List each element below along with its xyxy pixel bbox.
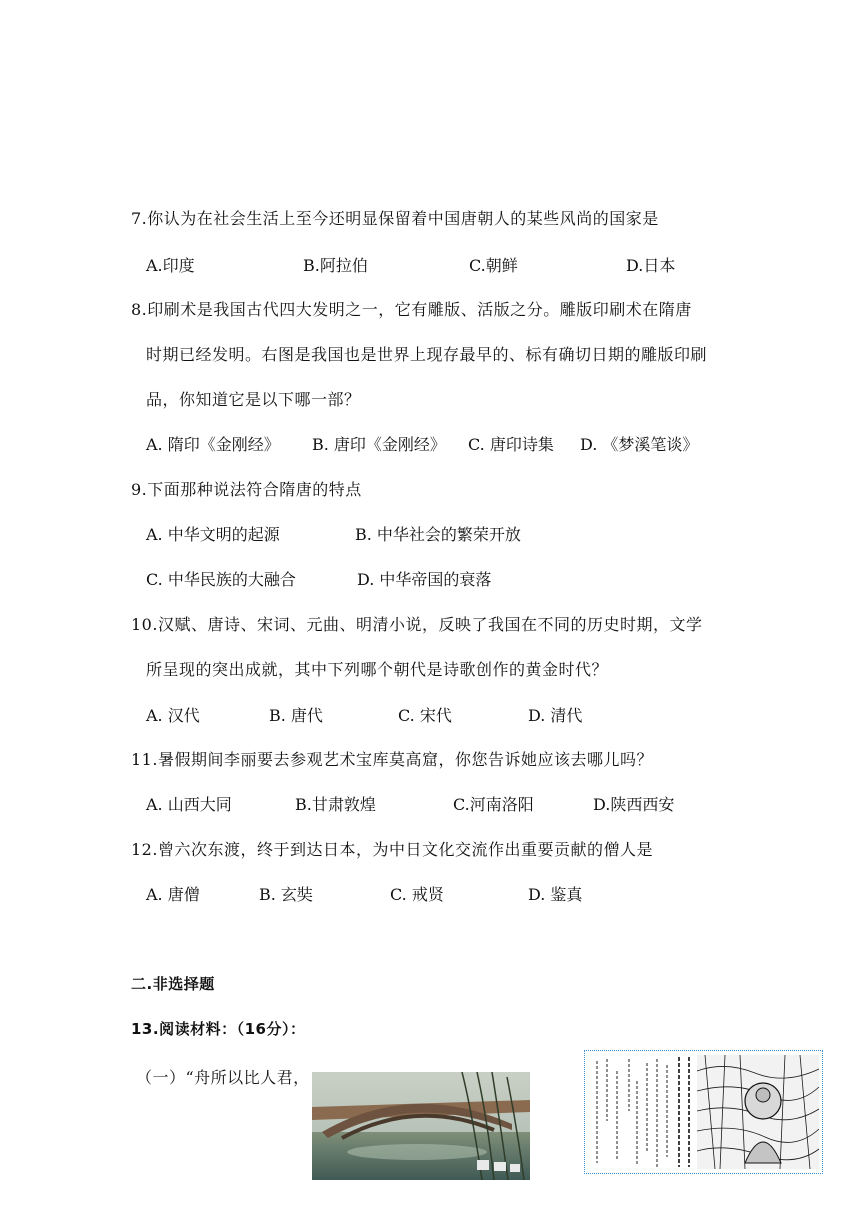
- question-11-stem: 11.暑假期间李丽要去参观艺术宝库莫高窟，你您告诉她应该去哪儿吗？: [131, 750, 653, 769]
- q11-option-b: B.甘肃敦煌: [295, 795, 376, 814]
- q8-option-d: D. 《梦溪笔谈》: [580, 435, 699, 454]
- q12-option-b: B. 玄奘: [259, 885, 313, 904]
- q7-option-d: D.日本: [626, 256, 676, 275]
- q9-option-c: C. 中华民族的大融合: [146, 570, 296, 589]
- question-8-line-3: 品，你知道它是以下哪一部？: [146, 390, 361, 409]
- q7-option-a: A.印度: [146, 256, 195, 275]
- question-7-stem: 7.你认为在社会生活上至今还明显保留着中国唐朝人的某些风尚的国家是: [131, 209, 659, 228]
- q9-option-d: D. 中华帝国的衰落: [357, 570, 492, 589]
- diamond-sutra-print-image: [584, 1050, 823, 1174]
- q11-option-a: A. 山西大同: [146, 795, 232, 814]
- q9-option-a: A. 中华文明的起源: [146, 525, 280, 544]
- q10-option-a: A. 汉代: [146, 706, 200, 725]
- section-2-heading: 二.非选择题: [131, 975, 215, 993]
- q8-option-c: C. 唐印诗集: [468, 435, 554, 454]
- q7-option-b: B.阿拉伯: [303, 256, 368, 275]
- q11-option-d: D.陕西西安: [593, 795, 675, 814]
- question-12-stem: 12.曾六次东渡，终于到达日本，为中日文化交流作出重要贡献的僧人是: [131, 840, 653, 859]
- q12-option-c: C. 戒贤: [390, 885, 444, 904]
- question-10-line-2: 所呈现的突出成就，其中下列哪个朝代是诗歌创作的黄金时代？: [146, 660, 609, 679]
- material-1-start: （一）“舟所以比人君，: [136, 1068, 310, 1087]
- q10-option-c: C. 宋代: [398, 706, 452, 725]
- q10-option-b: B. 唐代: [269, 706, 323, 725]
- q11-option-c: C.河南洛阳: [453, 795, 534, 814]
- question-10-line-1: 10.汉赋、唐诗、宋词、元曲、明清小说，反映了我国在不同的历史时期，文学: [131, 615, 703, 634]
- q12-option-a: A. 唐僧: [146, 885, 200, 904]
- question-13-title: 13.阅读材料：（16分）：: [131, 1020, 306, 1038]
- q8-option-b: B. 唐印《金刚经》: [312, 435, 446, 454]
- stone-arch-bridge-photo: [312, 1072, 530, 1180]
- question-8-line-2: 时期已经发明。右图是我国也是世界上现存最早的、标有确切日期的雕版印刷: [146, 345, 708, 364]
- question-8-line-1: 8.印刷术是我国古代四大发明之一，它有雕版、活版之分。雕版印刷术在隋唐: [131, 300, 692, 319]
- q10-option-d: D. 清代: [528, 706, 583, 725]
- q7-option-c: C.朝鲜: [469, 256, 518, 275]
- q12-option-d: D. 鉴真: [528, 885, 583, 904]
- q8-option-a: A. 隋印《金刚经》: [146, 435, 280, 454]
- question-9-stem: 9.下面那种说法符合隋唐的特点: [131, 480, 362, 499]
- q9-option-b: B. 中华社会的繁荣开放: [355, 525, 521, 544]
